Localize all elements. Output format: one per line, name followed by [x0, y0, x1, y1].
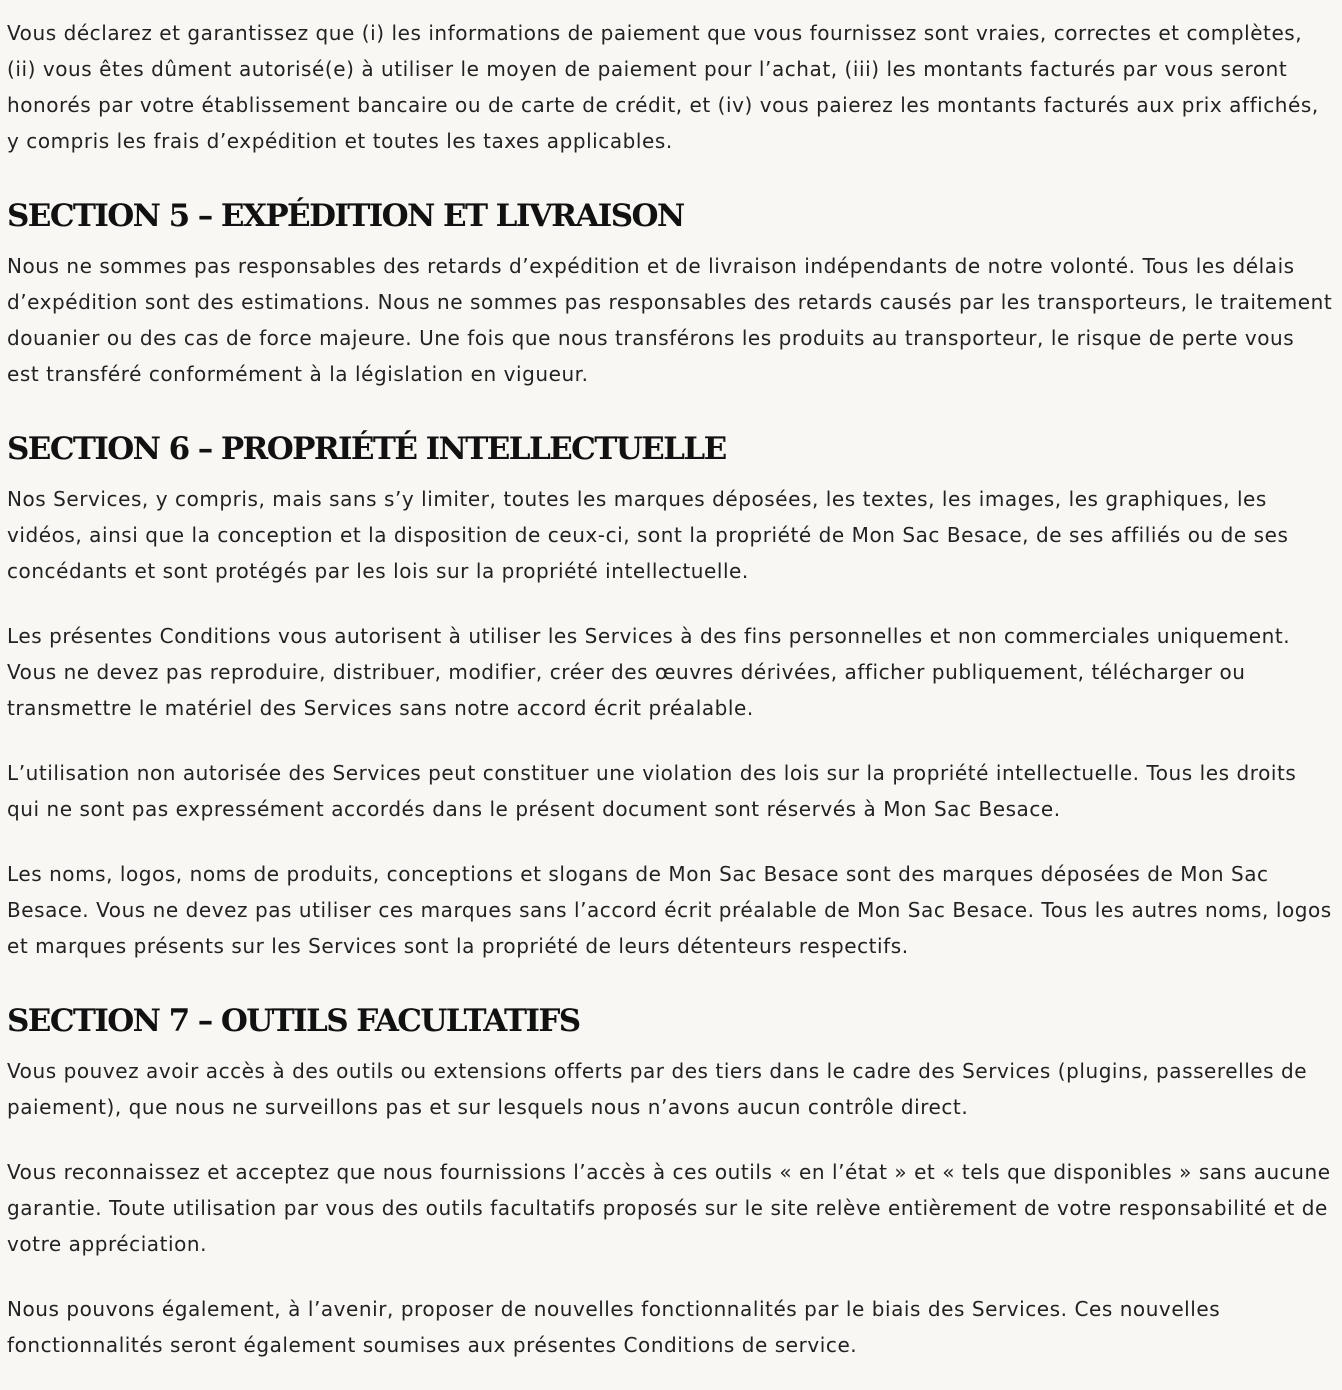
payment-warranty-paragraph: Vous déclarez et garantissez que (i) les informations de paiement que vous fournissez sont vraies, correctes et complètes, (ii) vous êtes dûment autorisé(e) à utiliser le moyen de paiement pour l’achat, (iii) les montants facturés par vous seront honorés par votre établissement bancaire ou de carte de crédit, et (iv) vous paierez les montants facturés aux prix affichés, y compris les frais d’expédition et toutes les taxes applicables. — [7, 21, 1319, 153]
section-6-paragraph-4: Les noms, logos, noms de produits, conceptions et slogans de Mon Sac Besace sont des marques déposées de Mon Sac Besace. Vous ne devez pas utiliser ces marques sans l’accord écrit préalable de Mon Sac Besace. Tous les autres noms, logos et marques présents sur les Services sont la propriété de leurs détenteurs respectifs. — [7, 862, 1332, 958]
section-6-paragraph-1: Nos Services, y compris, mais sans s’y limiter, toutes les marques déposées, les textes, les images, les graphiques, les vidéos, ainsi que la conception et la disposition de ceux-ci, sont la propriété de Mon Sac Besace, de ses affiliés ou de ses concédants et sont protégés par les lois sur la propriété intellectuelle. — [7, 487, 1289, 583]
section-6-paragraph-2: Les présentes Conditions vous autorisent à utiliser les Services à des fins personnelles et non commerciales uniquement. Vous ne devez pas reproduire, distribuer, modifier, créer des œuvres dérivées, afficher publiquement, télécharger ou transmettre le matériel des Services sans notre accord écrit préalable. — [7, 624, 1291, 720]
section-7-paragraph-2: Vous reconnaissez et acceptez que nous fournissions l’accès à ces outils « en l’état » et « tels que disponibles » sans aucune garantie. Toute utilisation par vous des outils facultatifs proposés sur le site relève entièrement de votre responsabilité et de votre appréciation. — [7, 1160, 1331, 1256]
section-6-heading: SECTION 6 – PROPRIÉTÉ INTELLECTUELLE — [7, 431, 726, 467]
section-5-shipping — [7, 196, 1333, 392]
section-7-optional-tools — [7, 1001, 1333, 1363]
section-6-paragraph-3: L’utilisation non autorisée des Services peut constituer une violation des lois sur la propriété intellectuelle. Tous les droits qui ne sont pas expressément accordés dans le présent document sont réservés à Mon Sac Besace. — [7, 761, 1297, 821]
section-5-paragraph-1: Nous ne sommes pas responsables des retards d’expédition et de livraison indépendants de notre volonté. Tous les délais d’expédition sont des estimations. Nous ne sommes pas responsables des retards causés par les transporteurs, le traitement douanier ou des cas de force majeure. Une fois que nous transférons les produits au transporteur, le risque de perte vous est transféré conformément à la législation en vigueur. — [7, 254, 1333, 386]
section-6-intellectual-property — [7, 429, 1333, 964]
section-7-paragraph-3: Nous pouvons également, à l’avenir, proposer de nouvelles fonctionnalités par le biais des Services. Ces nouvelles fonctionnalités seront également soumises aux présentes Conditions de service. — [7, 1297, 1221, 1357]
section-7-paragraph-1: Vous pouvez avoir accès à des outils ou extensions offerts par des tiers dans le cadre des Services (plugins, passerelles de paiement), que nous ne surveillons pas et sur lesquels nous n’avons aucun contrôle direct. — [7, 1059, 1308, 1119]
section-5-heading: SECTION 5 – EXPÉDITION ET LIVRAISON — [7, 198, 684, 234]
section-7-heading: SECTION 7 – OUTILS FACULTATIFS — [7, 1003, 580, 1039]
